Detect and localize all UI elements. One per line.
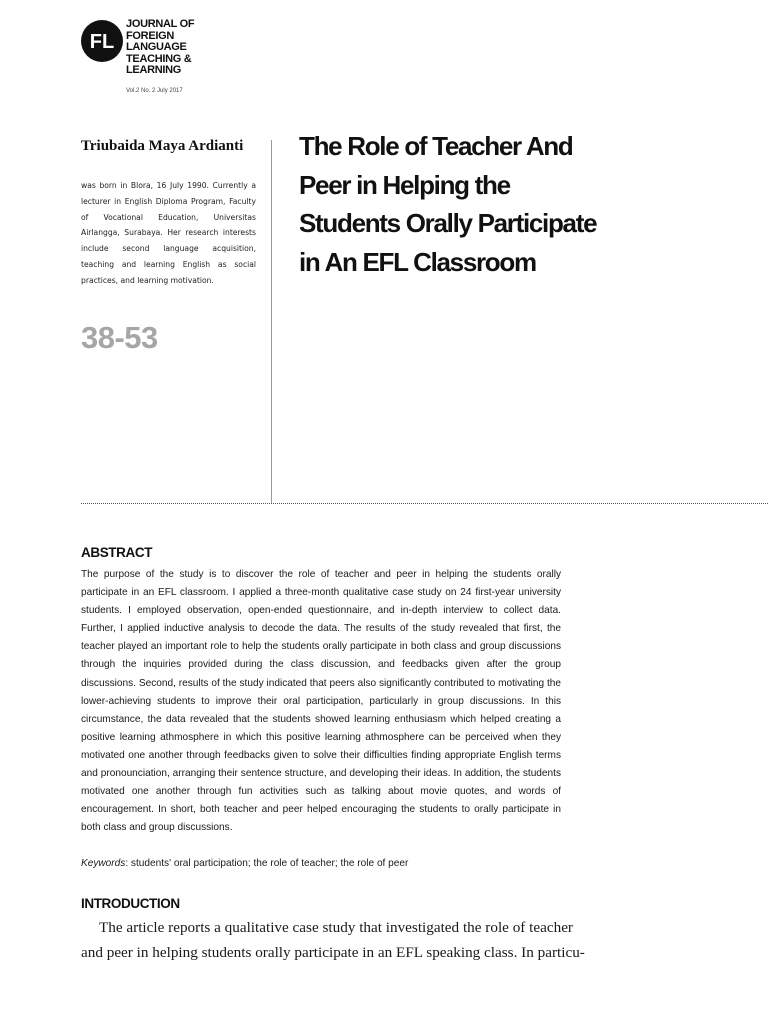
journal-issue: Vol.2 No. 2 July 2017 [126, 88, 183, 94]
journal-name [126, 19, 236, 77]
article-title [299, 127, 639, 281]
journal-name-line: JOURNAL OF [126, 18, 195, 30]
title-line: The Role of Teacher And [299, 131, 573, 161]
page-range: 38-53 [81, 320, 158, 355]
introduction-body [81, 916, 585, 965]
keywords [81, 855, 561, 873]
title-line: in An EFL Classroom [299, 246, 536, 277]
journal-name-line: LANGUAGE [126, 41, 187, 53]
journal-logo [81, 20, 123, 62]
introduction-heading: INTRODUCTION [81, 896, 180, 911]
author-name: Triubaida Maya Ardianti [81, 138, 244, 154]
column-divider [271, 140, 272, 504]
title-line: Students Orally Participate [299, 208, 597, 238]
keywords-text: : students' oral participation; the role of teacher; the role of peer [125, 858, 409, 869]
journal-name-line: FOREIGN [126, 29, 175, 42]
introduction-line: and peer in helping students orally participate in an EFL speaking class. In particu- [81, 943, 585, 961]
abstract-heading: ABSTRACT [81, 545, 153, 560]
title-line: Peer in Helping the [299, 169, 510, 200]
introduction-line: The article reports a qualitative case study that investigated the role of teacher [99, 919, 573, 936]
journal-name-line: LEARNING [126, 64, 182, 76]
author-bio: was born in Blora, 16 July 1990. Currently a lecturer in English Diploma Program, Faculty of Vocational Education, Universitas Airlangga, Surabaya. Her research interests include second language acquisition, teaching and learning English as social practices, and learning motivation. [81, 181, 256, 285]
dotted-separator [81, 503, 768, 504]
abstract-body: The purpose of the study is to discover the role of teacher and peer in helping the students orally participate in an EFL classroom. I applied a three-month qualitative case study on 24 first-year university students. I employed observation, open-ended questionnaire, and in-depth interview to collect data. Further, I applied inductive analysis to decode the data. The results of the study revealed that first, the teacher played an important role to help the students orally participate in both class and group discussions through the inquiries provided during the class discussion, and feedbacks given after the group discussions. Second, results of the study indicated that peers also significantly contributed to motivating the lower-achieving students to improve their oral participation, particularly in group discussions. In this circumstance, the data revealed that the students showed learning enthusiasm which helped creating a positive learning athmosphere in which this positive learning athmosphere can be perceived when they motivated one another through feedbacks given to solve their difficulties finding appropriate English terms and pronounciation, arranging their sentence structure, and developing their ideas. In addition, the students motivated one another through fun activities such as talking about movie quotes, and words of encouragement. In short, both teacher and peer helped encouraging the students to orally participate in both class and group discussions. [81, 569, 561, 834]
logo-text: FL [89, 31, 115, 53]
journal-name-line: TEACHING & [126, 52, 192, 65]
keywords-label: Keywords [81, 858, 126, 869]
